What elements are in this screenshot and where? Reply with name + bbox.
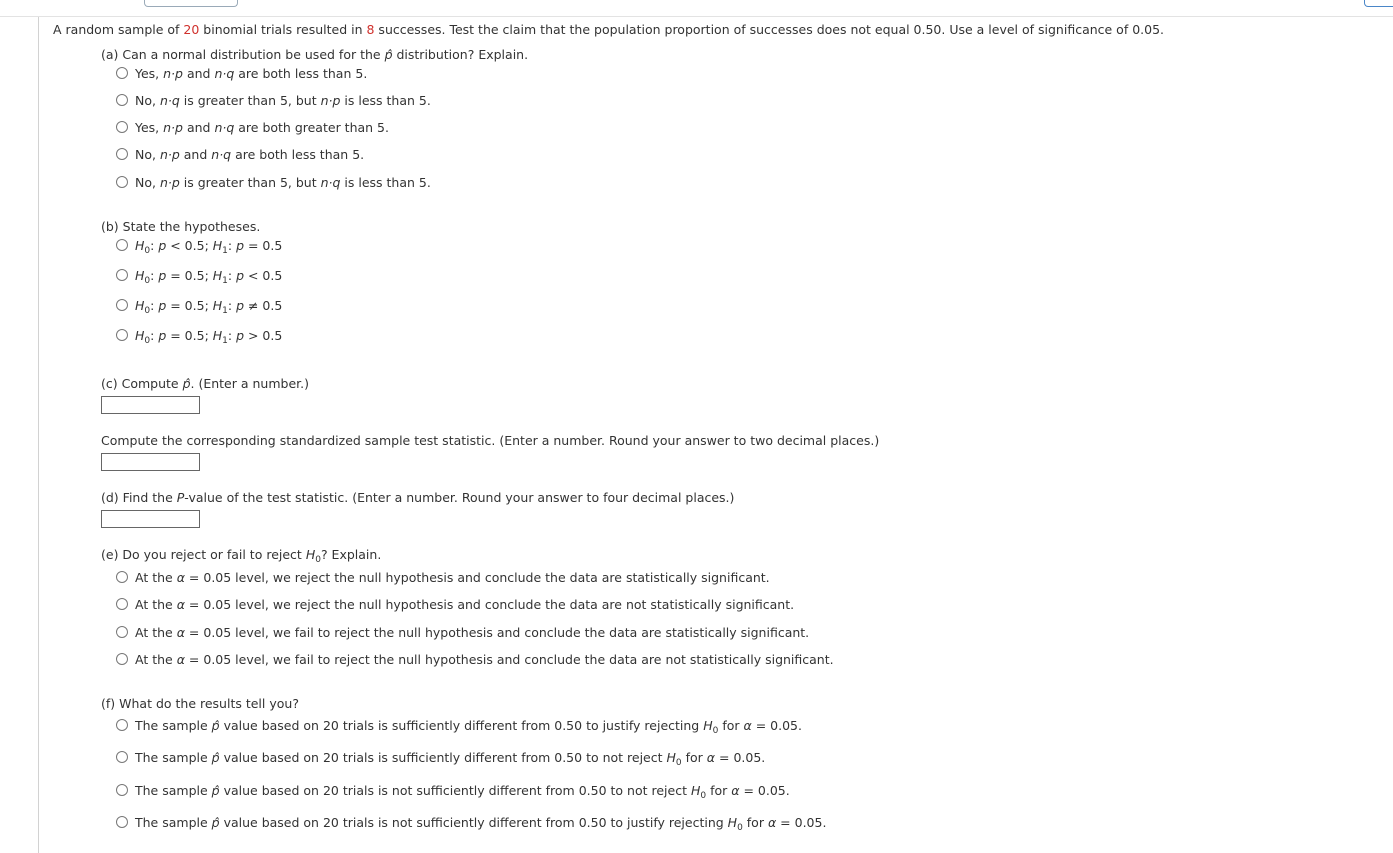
part-b-option-2[interactable]: $H_0$: p = 0.5; $H_1$: p < 0.5 bbox=[116, 268, 282, 284]
part-a-question: (a) Can a normal distribution be used for the p̂ distribution? Explain. bbox=[101, 47, 529, 62]
radio-button[interactable] bbox=[116, 626, 128, 638]
radio-button[interactable] bbox=[116, 598, 128, 610]
p-value-input[interactable] bbox=[101, 510, 200, 528]
radio-button[interactable] bbox=[116, 94, 128, 106]
part-b-option-3[interactable]: $H_0$: p = 0.5; $H_1$: p ≠ 0.5 bbox=[116, 298, 282, 314]
part-a-option-2[interactable]: No, n·q is greater than 5, but n·p is less than 5. bbox=[116, 93, 431, 109]
radio-button[interactable] bbox=[116, 719, 128, 731]
part-a-option-4[interactable]: No, n·p and n·q are both less than 5. bbox=[116, 147, 364, 163]
part-e-option-4[interactable]: At the α = 0.05 level, we fail to reject the null hypothesis and conclude the data are not statistically significant. bbox=[116, 652, 834, 668]
toolbar-button-right[interactable] bbox=[1364, 0, 1393, 7]
radio-button[interactable] bbox=[116, 299, 128, 311]
test-statistic-question: Compute the corresponding standardized sample test statistic. (Enter a number. Round your answer to two decimal places.) bbox=[101, 433, 880, 448]
part-e-option-1[interactable]: At the α = 0.05 level, we reject the null hypothesis and conclude the data are statistically significant. bbox=[116, 570, 770, 586]
radio-button[interactable] bbox=[116, 816, 128, 828]
radio-button[interactable] bbox=[116, 653, 128, 665]
part-f-option-2[interactable]: The sample p̂ value based on 20 trials is sufficiently different from 0.50 to not reject $H_0$ for α = 0.05. bbox=[116, 750, 765, 766]
top-toolbar bbox=[0, 0, 1393, 17]
part-b-option-4[interactable]: $H_0$: p = 0.5; $H_1$: p > 0.5 bbox=[116, 328, 282, 344]
n-value: 20 bbox=[183, 22, 200, 37]
part-e-question: (e) Do you reject or fail to reject $H_0$? Explain. bbox=[101, 547, 382, 565]
radio-button[interactable] bbox=[116, 148, 128, 160]
radio-button[interactable] bbox=[116, 571, 128, 583]
part-f-option-3[interactable]: The sample p̂ value based on 20 trials is not sufficiently different from 0.50 to not reject $H_0$ for α = 0.05. bbox=[116, 783, 790, 799]
radio-button[interactable] bbox=[116, 176, 128, 188]
toolbar-button-left[interactable] bbox=[144, 0, 238, 7]
part-f-option-1[interactable]: The sample p̂ value based on 20 trials is sufficiently different from 0.50 to justify rejecting $H_0$ for α = 0.05. bbox=[116, 718, 802, 734]
part-b-question: (b) State the hypotheses. bbox=[101, 219, 261, 234]
part-d-question: (d) Find the P-value of the test statistic. (Enter a number. Round your answer to four decimal places.) bbox=[101, 490, 735, 505]
radio-button[interactable] bbox=[116, 329, 128, 341]
x-value: 8 bbox=[366, 22, 375, 37]
p-hat-input[interactable] bbox=[101, 396, 200, 414]
radio-button[interactable] bbox=[116, 67, 128, 79]
part-f-question: (f) What do the results tell you? bbox=[101, 696, 299, 711]
part-e-option-3[interactable]: At the α = 0.05 level, we fail to reject the null hypothesis and conclude the data are statistically significant. bbox=[116, 625, 809, 641]
part-a-option-5[interactable]: No, n·p is greater than 5, but n·q is less than 5. bbox=[116, 175, 431, 191]
problem-statement: A random sample of 20 binomial trials resulted in 8 successes. Test the claim that the population proportion of successes does not equal 0.50. Use a level of significance of 0.05. bbox=[53, 22, 1165, 37]
radio-button[interactable] bbox=[116, 784, 128, 796]
radio-button[interactable] bbox=[116, 239, 128, 251]
part-a-option-1[interactable]: Yes, n·p and n·q are both less than 5. bbox=[116, 66, 367, 82]
part-c-question: (c) Compute p̂. (Enter a number.) bbox=[101, 376, 309, 391]
radio-button[interactable] bbox=[116, 269, 128, 281]
part-a-option-3[interactable]: Yes, n·p and n·q are both greater than 5. bbox=[116, 120, 389, 136]
left-margin-rule bbox=[38, 17, 39, 853]
radio-button[interactable] bbox=[116, 751, 128, 763]
part-f-option-4[interactable]: The sample p̂ value based on 20 trials is not sufficiently different from 0.50 to justify rejecting $H_0$ for α = 0.05. bbox=[116, 815, 826, 831]
radio-button[interactable] bbox=[116, 121, 128, 133]
part-e-option-2[interactable]: At the α = 0.05 level, we reject the null hypothesis and conclude the data are not statistically significant. bbox=[116, 597, 794, 613]
part-b-option-1[interactable]: $H_0$: p < 0.5; $H_1$: p = 0.5 bbox=[116, 238, 282, 254]
test-statistic-input[interactable] bbox=[101, 453, 200, 471]
